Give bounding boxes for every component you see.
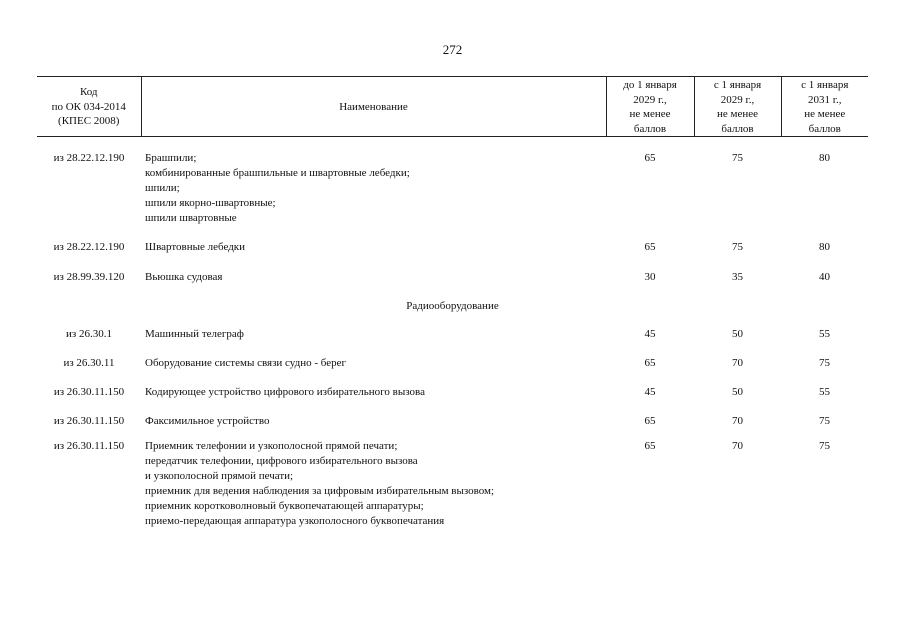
table-header-row — [37, 77, 868, 137]
requirements-table — [37, 76, 868, 529]
header-col3: с 1 января 2031 г., не менее баллов — [781, 77, 868, 137]
section-heading: Радиооборудование — [406, 299, 499, 312]
table-row: из 26.30.1 Машинный телеграф 45 50 55 — [66, 327, 830, 340]
table-row: из 26.30.11.150 Кодирующее устройство цифрового избирательного вызова 45 50 55 — [53, 385, 830, 398]
header-name: Наименование — [141, 77, 606, 137]
table-row: из 28.22.12.190 Швартовные лебедки 65 75 80 — [53, 240, 830, 253]
header-code: Код по ОК 034-2014 (КПЕС 2008) — [37, 77, 141, 137]
header-col1: до 1 января 2029 г., не менее баллов — [606, 77, 694, 137]
table-row: из 26.30.11.150 Приемник телефонии и узкополосной прямой печати; передатчик телефонии, цифрового избирательного вызова и узкополосной прямой печати; приемник для ведения наблюдения за цифровым избирательным вызовом; приемник коротковолновый буквопечатающей аппаратуры; приемо-передающая аппаратура узкополосного буквопечатания 65 70 75 — [53, 439, 830, 527]
table-row: из 26.30.11.150 Факсимильное устройство 65 70 75 — [53, 414, 830, 427]
table-row: из 26.30.11 Оборудование системы связи судно - берег 65 70 75 — [63, 356, 830, 369]
section-heading-row — [37, 299, 868, 314]
page-number: 272 — [442, 42, 463, 57]
header-col2: с 1 января 2029 г., не менее баллов — [694, 77, 781, 137]
table-row: из 28.99.39.120 Вьюшка судовая 30 35 40 — [53, 270, 830, 283]
table-row: из 28.22.12.190 Брашпили; комбинированные брашпильные и швартовные лебедки; шпили; шпили якорно-швартовные; шпили швартовные 65 75 80 — [53, 151, 830, 224]
